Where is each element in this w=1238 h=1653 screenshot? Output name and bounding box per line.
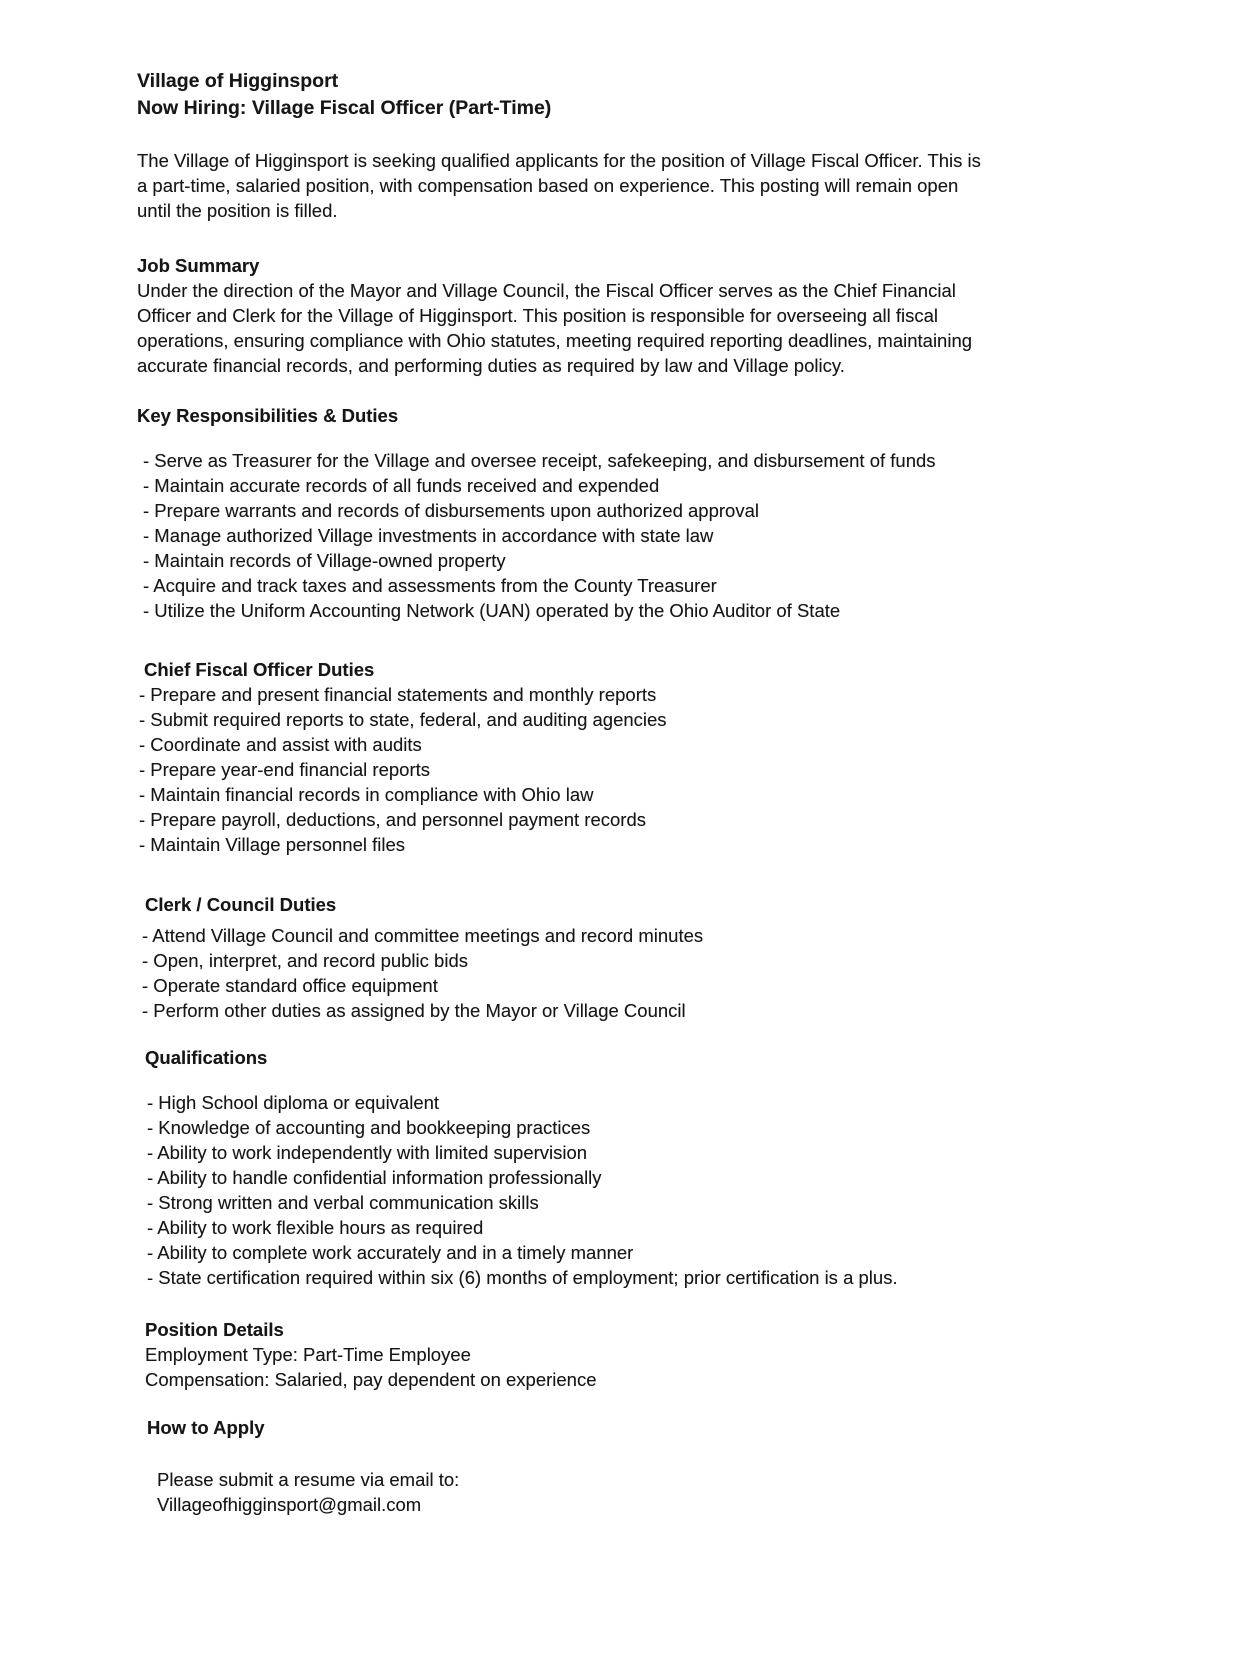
page-subtitle: Now Hiring: Village Fiscal Officer (Part-Time) (137, 97, 552, 119)
bullet-item: - Knowledge of accounting and bookkeeping practices (147, 1117, 591, 1138)
position-details-lines (145, 1342, 1198, 1392)
bullet-item: - Coordinate and assist with audits (139, 734, 422, 755)
apply-instruction-line: Please submit a resume via email to: (157, 1469, 460, 1490)
bullet-item: - Maintain Village personnel files (139, 834, 406, 855)
section-heading-qualifications: Qualifications (145, 1047, 268, 1068)
how-to-apply-lines (157, 1467, 1198, 1517)
paragraph-line: accurate financial records, and performing duties as required by law and Village policy. (137, 355, 845, 376)
section-position-details (137, 1317, 1198, 1392)
document-header (137, 68, 1198, 122)
intro-line: until the position is filled. (137, 200, 338, 221)
bullet-item: - Serve as Treasurer for the Village and oversee receipt, safekeeping, and disbursement of funds (143, 450, 936, 471)
paragraph-line: Officer and Clerk for the Village of Higginsport. This position is responsible for overseeing all fiscal (137, 305, 939, 326)
paragraph-line: Under the direction of the Mayor and Village Council, the Fiscal Officer serves as the Chief Financial (137, 280, 956, 301)
bullet-item: - Ability to handle confidential information professionally (147, 1167, 602, 1188)
bullet-item: - Prepare and present financial statements and monthly reports (139, 684, 657, 705)
bullet-item: - Submit required reports to state, federal, and auditing agencies (139, 709, 667, 730)
intro-line: a part-time, salaried position, with compensation based on experience. This posting will remain open (137, 175, 959, 196)
section-qualifications (137, 1045, 1198, 1290)
page-title: Village of Higginsport (137, 70, 339, 92)
section-chief-fiscal-officer-duties (137, 657, 1198, 857)
section-heading-chief-duties: Chief Fiscal Officer Duties (144, 659, 375, 680)
bullet-item: - Ability to work flexible hours as required (147, 1217, 484, 1238)
chief-duties-list (139, 682, 1198, 857)
bullet-item: - Maintain accurate records of all funds received and expended (143, 475, 660, 496)
bullet-item: - Utilize the Uniform Accounting Network (UAN) operated by the Ohio Auditor of State (143, 600, 841, 621)
bullet-item: - Prepare payroll, deductions, and personnel payment records (139, 809, 646, 830)
bullet-item: - Ability to complete work accurately and in a timely manner (147, 1242, 634, 1263)
bullet-item: - Strong written and verbal communication skills (147, 1192, 539, 1213)
bullet-item: - Maintain financial records in compliance with Ohio law (139, 784, 594, 805)
bullet-item: - Prepare warrants and records of disbursements upon authorized approval (143, 500, 759, 521)
bullet-item: - Prepare year-end financial reports (139, 759, 431, 780)
bullet-item: - Attend Village Council and committee meetings and record minutes (142, 925, 704, 946)
bullet-item: - State certification required within six (6) months of employment; prior certification is a plus. (147, 1267, 898, 1288)
bullet-item: - Acquire and track taxes and assessments from the County Treasurer (143, 575, 717, 596)
section-heading-how-to-apply: How to Apply (147, 1417, 265, 1438)
section-heading-clerk-duties: Clerk / Council Duties (145, 894, 337, 915)
key-responsibilities-list (143, 448, 1198, 623)
employment-type-line: Employment Type: Part-Time Employee (145, 1344, 471, 1365)
compensation-line: Compensation: Salaried, pay dependent on experience (145, 1369, 597, 1390)
bullet-item: - Perform other duties as assigned by the Mayor or Village Council (142, 1000, 686, 1021)
intro-paragraph (137, 148, 1198, 223)
section-heading-position-details: Position Details (145, 1319, 284, 1340)
bullet-item: - Operate standard office equipment (142, 975, 438, 996)
section-heading-job-summary: Job Summary (137, 255, 260, 276)
section-job-summary (137, 253, 1198, 378)
bullet-item: - High School diploma or equivalent (147, 1092, 440, 1113)
apply-email-address: Villageofhigginsport@gmail.com (157, 1494, 422, 1515)
bullet-item: - Maintain records of Village-owned property (143, 550, 506, 571)
section-how-to-apply (137, 1415, 1198, 1517)
section-heading-key-responsibilities: Key Responsibilities & Duties (137, 405, 399, 426)
section-key-responsibilities (137, 403, 1198, 623)
clerk-duties-list (142, 923, 1198, 1023)
section-clerk-council-duties (137, 892, 1198, 1023)
bullet-item: - Ability to work independently with limited supervision (147, 1142, 588, 1163)
qualifications-list (147, 1090, 1198, 1290)
paragraph-line: operations, ensuring compliance with Ohio statutes, meeting required reporting deadlines, maintaining (137, 330, 973, 351)
bullet-item: - Manage authorized Village investments in accordance with state law (143, 525, 714, 546)
job-summary-paragraph (137, 278, 1198, 378)
intro-line: The Village of Higginsport is seeking qualified applicants for the position of Village Fiscal Officer. This is (137, 150, 981, 171)
bullet-item: - Open, interpret, and record public bids (142, 950, 468, 971)
